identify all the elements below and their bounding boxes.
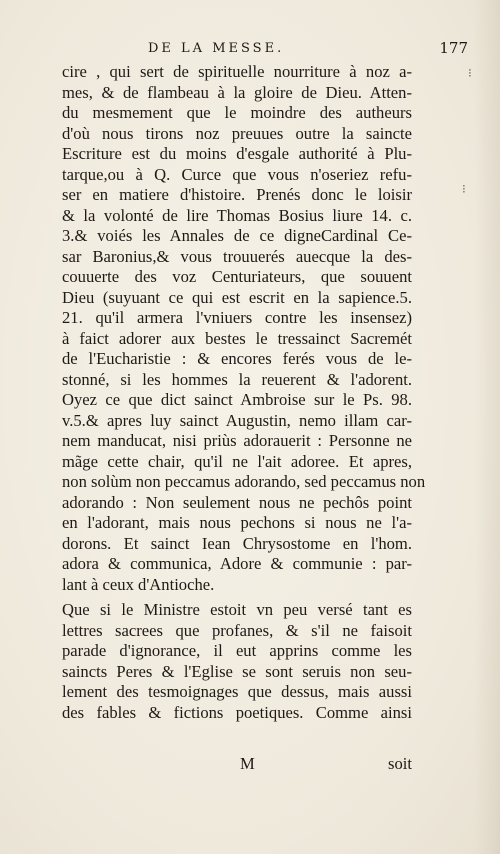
margin-speck: ⁝ — [462, 182, 466, 196]
text-line: parade d'ignorance, il eut apprins comme les — [62, 641, 412, 660]
text-line: Oyez ce que dict sainct Ambroise sur le Ps. 98. — [62, 390, 412, 409]
text-line: Escriture est du moins d'esgale authorité à Plu- — [62, 144, 412, 163]
running-title: DE LA MESSE. — [148, 41, 285, 56]
text-line: non solùm non peccamus adorando, sed peccamus non — [62, 472, 426, 491]
text-line: ser en matiere d'histoire. Prenés donc le loisir — [62, 185, 412, 204]
text-line: lettres sacrees que profanes, & s'il ne faisoit — [62, 620, 412, 640]
text-line: stonné, si les hommes la reuerent & l'adorent. — [62, 369, 412, 389]
text-line: mãge cette chair, qu'il ne l'ait adoree. Et apres, — [62, 451, 412, 471]
text-line: couuerte des voz Centuriateurs, que souuent — [62, 267, 412, 286]
text-line: 3.& voiés les Annales de ce digneCardinal Ce- — [62, 226, 412, 245]
text-line: tarque,ou à Q. Curce que vous n'oseriez refu- — [62, 164, 412, 184]
text-line: saincts Peres & l'Eglise se sont seruis non seu- — [62, 661, 412, 681]
text-line: sar Baronius,& vous trouuerés auecque la des- — [62, 246, 412, 266]
text-line: mes, & de flambeau à la gloire de Dieu. Atten- — [62, 82, 412, 102]
text-line: 21. qu'il armera l'vniuers contre les insensez) — [62, 308, 412, 327]
text-line: adorando : Non seulement nous ne pechôs point — [62, 492, 412, 512]
margin-speck: ⁝ — [468, 66, 472, 80]
text-line: nem manducat, nisi priùs adorauerit : Personne ne — [62, 431, 412, 450]
body-text — [62, 62, 426, 723]
text-line: Dieu (suyuant ce qui est escrit en la sapience.5. — [62, 287, 412, 307]
text-line: en l'adorant, mais nous pechons si nous ne l'a- — [62, 513, 412, 532]
text-line: à faict adorer aux bestes le tressainct Sacremét — [62, 328, 412, 348]
text-line: cire , qui sert de spirituelle nourriture à noz a- — [62, 62, 412, 81]
page-footer — [62, 754, 412, 778]
text-line: dorons. Et sainct Iean Chrysostome en l'hom. — [62, 533, 412, 553]
page-gutter-shadow — [474, 0, 500, 854]
text-line: adora & communica, Adore & communie : par- — [62, 554, 412, 573]
catchword: soit — [388, 754, 412, 773]
text-line: lant à ceux d'Antioche. — [62, 574, 215, 594]
text-line: lement des tesmoignages que dessus, mais aussi — [62, 682, 412, 701]
text-line: & la volonté de lire Thomas Bosius liure 14. c. — [62, 205, 412, 225]
text-line: de l'Eucharistie : & encores ferés vous de le- — [62, 349, 412, 368]
text-line: des fables & fictions poetiques. Comme ainsi — [62, 702, 412, 722]
text-line: du mesmement que le moindre des autheurs — [62, 103, 412, 122]
text-line: Que si le Ministre estoit vn peu versé tant es — [62, 600, 412, 619]
text-line: v.5.& apres luy sainct Augustin, nemo illam car- — [62, 410, 412, 430]
page-header — [148, 39, 468, 61]
text-line: d'où nous tirons noz preuues outre la saincte — [62, 123, 412, 143]
page-number: 177 — [439, 39, 468, 57]
signature-mark: M — [240, 754, 255, 773]
